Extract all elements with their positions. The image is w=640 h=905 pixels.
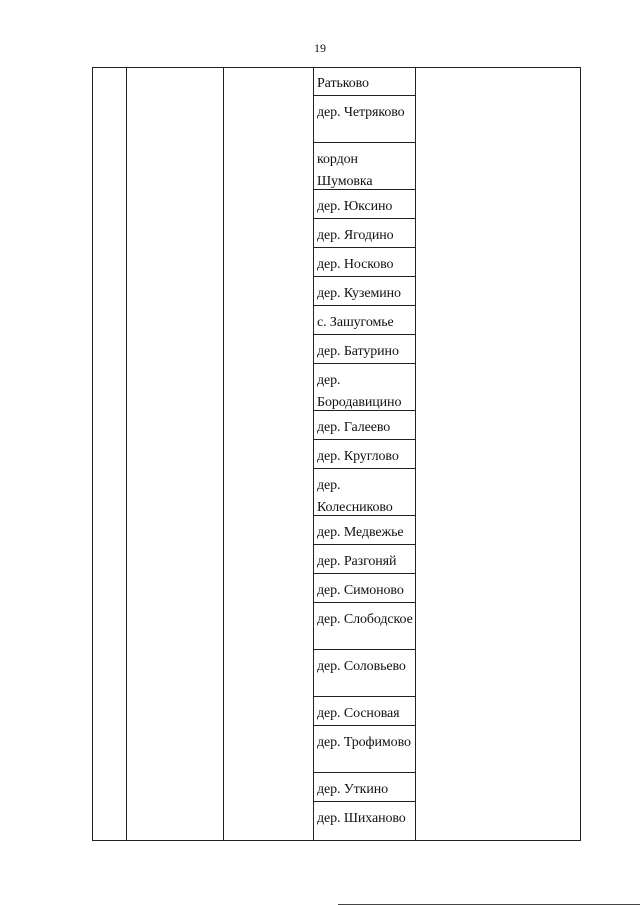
settlement-cell: дер. Медвежье — [313, 516, 415, 545]
settlement-cell: дер. Круглово — [313, 440, 415, 469]
settlement-cell: дер. Слободское — [313, 603, 415, 650]
settlement-cell: дер. Разгоняй — [313, 545, 415, 574]
settlement-cell: дер. Соловьево — [313, 650, 415, 697]
settlement-cell: дер. Четряково — [313, 96, 415, 143]
settlement-cell: дер. Ягодино — [313, 219, 415, 248]
settlement-cell: Ратьково — [313, 67, 415, 96]
page-number: 19 — [314, 41, 326, 55]
column-divider — [126, 67, 127, 841]
settlement-cell: дер. Батурино — [313, 335, 415, 364]
settlement-cell: дер. Носково — [313, 248, 415, 277]
settlement-cell: дер. Сосновая — [313, 697, 415, 726]
settlement-cell: с. Зашугомье — [313, 306, 415, 335]
settlement-cell: кордон Шумовка — [313, 143, 415, 190]
settlement-cell: дер. Юксино — [313, 190, 415, 219]
settlement-cell: дер. Бородавицино — [313, 364, 415, 411]
settlement-cell: дер. Симоново — [313, 574, 415, 603]
settlement-cell: дер. Уткино — [313, 773, 415, 802]
settlement-cell: дер. Шиханово — [317, 811, 406, 826]
settlement-cell: дер. Трофимово — [313, 726, 415, 773]
column-divider — [223, 67, 224, 841]
settlement-list — [313, 67, 415, 841]
settlement-cell: дер. Галеево — [313, 411, 415, 440]
settlement-cell: дер. Куземино — [313, 277, 415, 306]
column-divider — [415, 67, 416, 841]
settlement-cell: дер. Колесниково — [313, 469, 415, 516]
